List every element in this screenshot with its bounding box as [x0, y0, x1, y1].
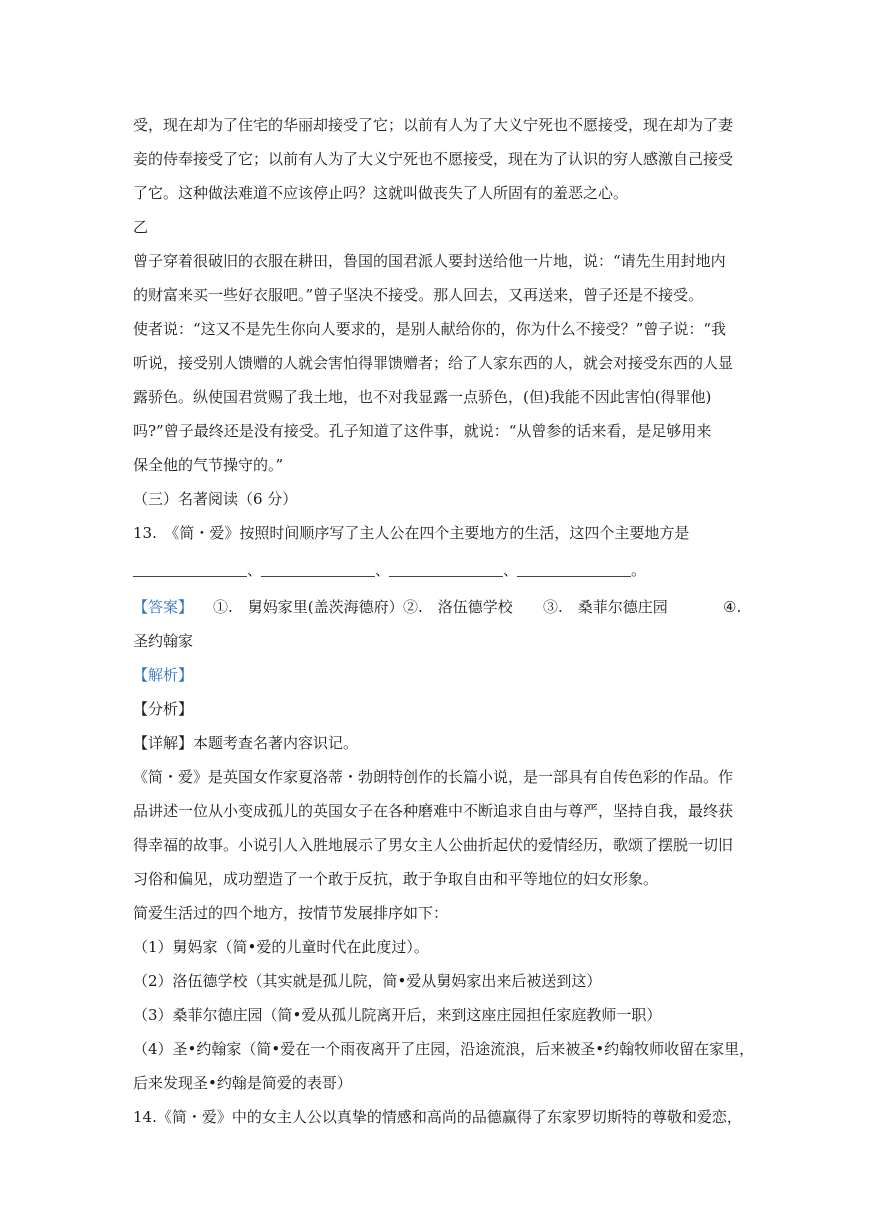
- answer-item: ④.: [723, 598, 742, 616]
- explanation-line: 简爱生活过的四个地方，按情节发展排序如下：: [133, 904, 449, 922]
- document-content: [133, 108, 753, 1134]
- passage-b-line: 使者说：“这又不是先生你向人要求的，是别人献给你的，你为什么不接受？”曾子说：“我: [133, 320, 727, 338]
- detail-line: [133, 726, 753, 760]
- answer-continuation: 圣约翰家: [133, 632, 194, 650]
- answer-blank[interactable]: [133, 558, 247, 577]
- answer-item: ②. 洛伍德学校: [403, 598, 513, 616]
- question-13-stem: 13. 《简・爱》按照时间顺序写了主人公在四个主要地方的生活，这四个主要地方是: [133, 524, 690, 542]
- explanation-line: 后来发现圣•约翰是简爱的表哥）: [133, 1074, 352, 1092]
- passage-b-line: 曾子穿着很破旧的衣服在耕田，鲁国的国君派人要封送给他一片地，说：“请先生用封地内: [133, 252, 726, 270]
- explanation-line: （3）桑菲尔德庄园（简•爱从孤儿院离开后，来到这座庄园担任家庭教师一职）: [133, 1006, 662, 1024]
- answer-item: ③. 桑菲尔德庄园: [543, 598, 668, 616]
- answer-blank[interactable]: [389, 558, 503, 577]
- question-14-stem: 14.《简・爱》中的女主人公以真挚的情感和高尚的品德赢得了东家罗切斯特的尊敬和爱恋，: [133, 1108, 742, 1126]
- passage-b-line: 保全他的气节操守的。”: [133, 456, 284, 474]
- explanation-line: 《简・爱》是英国女作家夏洛蒂・勃朗特创作的长篇小说，是一部具有自传色彩的作品。作: [133, 768, 734, 786]
- blank-separator: 、: [247, 561, 263, 579]
- analysis-tag: 【解析】: [133, 666, 194, 684]
- explanation-line: 得幸福的故事。小说引人入胜地展示了男女主人公曲折起伏的爱情经历，歌颂了摆脱一切旧: [133, 836, 734, 854]
- passage-b-line: 听说，接受别人馈赠的人就会害怕得罪馈赠者；给了人家东西的人，就会对接受东西的人显: [133, 354, 734, 372]
- detail-tag: 【详解】: [133, 734, 194, 752]
- answer-blank[interactable]: [261, 558, 375, 577]
- explanation-line: （2）洛伍德学校（其实就是孤儿院，简•爱从舅妈家出来后被送到这）: [133, 972, 602, 990]
- answer-tag: 【答案】: [133, 598, 194, 616]
- answer-item: ①. 舅妈家里(盖茨海德府）: [213, 598, 404, 616]
- passage-a-line: 妾的侍奉接受了它；以前有人为了大义宁死也不愿接受，现在为了认识的穷人感激自己接受: [133, 150, 734, 168]
- section-title: （三）名著阅读（6 分）: [133, 490, 298, 508]
- blank-separator: 、: [375, 561, 391, 579]
- detail-text: 本题考查名著内容识记。: [193, 734, 359, 752]
- blank-separator: 、: [503, 561, 519, 579]
- explanation-line: 习俗和偏见，成功塑造了一个敢于反抗，敢于争取自由和平等地位的妇女形象。: [133, 870, 659, 888]
- question-13-blanks: [133, 553, 753, 590]
- passage-a-line: 了它。这种做法难道不应该停止吗？这就叫做丧失了人所固有的羞恶之心。: [133, 184, 629, 202]
- answer-line: [133, 590, 753, 624]
- passage-b-line: 吗?”曾子最终还是没有接受。孔子知道了这件事，就说：“从曾参的话来看，是足够用来: [133, 422, 712, 440]
- fenxi-tag: 【分析】: [133, 700, 194, 718]
- explanation-line: （1）舅妈家（简•爱的儿童时代在此度过）。: [133, 938, 429, 956]
- passage-a-line: 受，现在却为了住宅的华丽却接受了它；以前有人为了大义宁死也不愿接受，现在却为了妻: [133, 116, 734, 134]
- blank-end: 。: [631, 561, 647, 579]
- passage-b-line: 的财富来买一些好衣服吧。”曾子坚决不接受。那人回去，又再送来，曾子还是不接受。: [133, 286, 704, 304]
- answer-blank[interactable]: [517, 558, 631, 577]
- passage-b-label: 乙: [133, 218, 149, 236]
- explanation-line: 品讲述一位从小变成孤儿的英国女子在各种磨难中不断追求自由与尊严，坚持自我，最终获: [133, 802, 734, 820]
- explanation-line: （4）圣•约翰家（简•爱在一个雨夜离开了庄园，沿途流浪，后来被圣•约翰牧师收留在家里，: [133, 1040, 755, 1058]
- passage-b-line: 露骄色。纵使国君赏赐了我土地，也不对我显露一点骄色，(但)我能不因此害怕(得罪他): [133, 388, 712, 406]
